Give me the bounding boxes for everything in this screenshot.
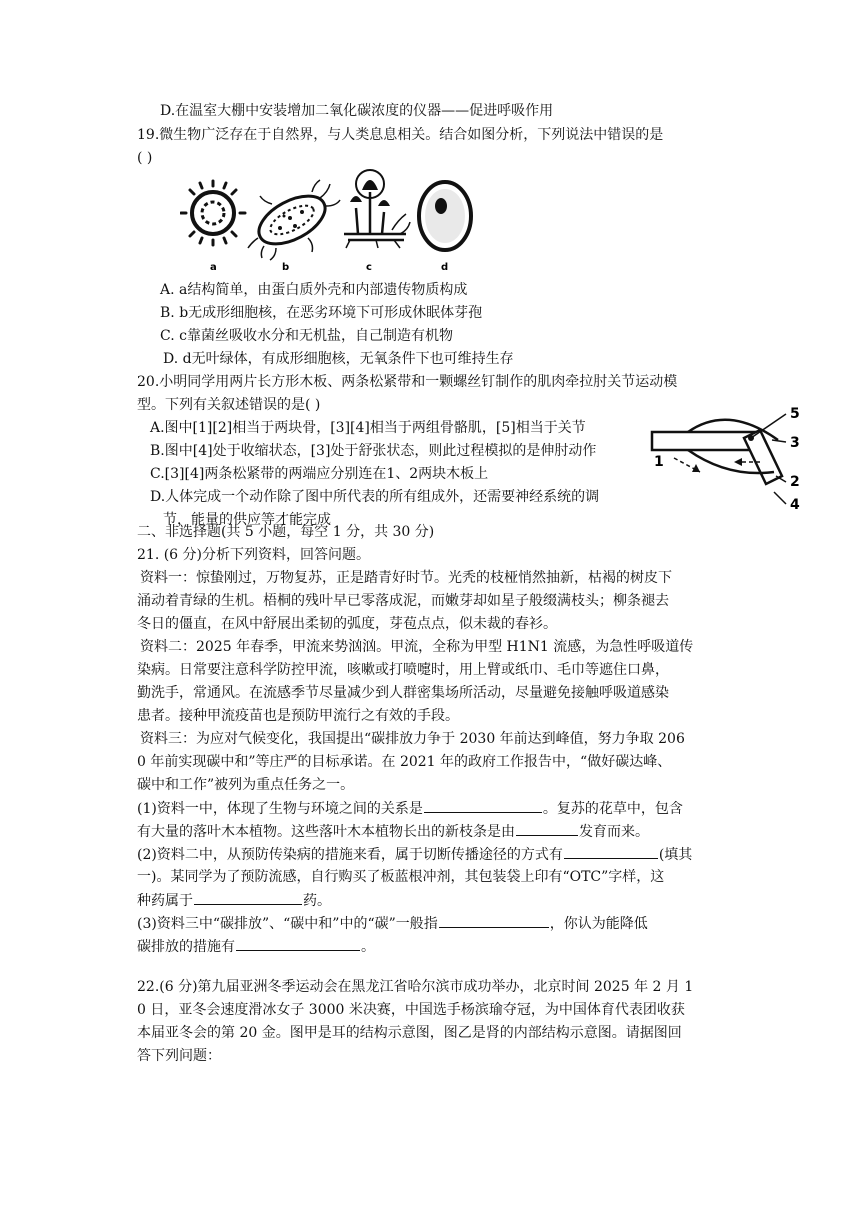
q21-material1-line3: 冬日的僵直，在风中舒展出柔韧的弧度，芽苞点点，似未裁的春衫。: [137, 616, 557, 632]
answer-blank-drug-type[interactable]: [194, 890, 302, 905]
q21-part1-text-d: 发育而来。: [579, 824, 649, 840]
q21-part1-text-a: (1)资料一中，体现了生物与环境之间的关系是: [137, 801, 423, 817]
fig-label-b: b: [282, 262, 290, 273]
q20-option-b: B.图中[4]处于收缩状态，[3]处于舒张状态，则此过程模拟的是伸肘动作: [150, 443, 597, 459]
q21-material1-line1: 资料一：惊蛰刚过，万物复苏，正是踏青好时节。光秃的枝桠悄然抽新，枯褐的树皮下: [140, 570, 672, 586]
q21-material2-line1: 资料二：2025 年春季，甲流来势汹汹。甲流，全称为甲型 H1N1 流感，为急性呼吸道传: [140, 639, 694, 655]
model-label-4: 4: [790, 497, 800, 512]
q22-line2: 0 日，亚冬会速度滑冰女子 3000 米决赛，中国选手杨滨瑜夺冠，为中国体育代表团收获: [137, 1002, 685, 1018]
q21-part2-line3: [137, 890, 331, 911]
q19-option-a: A. a结构简单，由蛋白质外壳和内部遗传物质构成: [160, 282, 468, 298]
q21-part3-text-a: (3)资料三中“碳排放”、“碳中和”中的“碳”一般指: [137, 916, 438, 932]
fig-label-a: a: [210, 262, 217, 273]
answer-blank-transmission[interactable]: [564, 844, 658, 859]
elbow-model-figure: [648, 400, 808, 512]
q21-material1-line2: 涌动着青绿的生机。梧桐的残叶早已零落成泥，而嫩芽却如星子般缀满枝头；柳条褪去: [137, 593, 669, 609]
q20-stem-line2: 型。下列有关叙述错误的是( ): [137, 397, 321, 413]
q21-part3-text-d: 。: [361, 939, 375, 955]
q19-option-d: D. d无叶绿体，有成形细胞核，无氧条件下也可维持生存: [163, 351, 514, 367]
model-label-3: 3: [790, 435, 800, 451]
q21-material2-line2: 染病。日常要注意科学防控甲流，咳嗽或打喷嚏时，用上臂或纸巾、毛巾等遮住口鼻，: [137, 662, 669, 678]
q21-material3-line3: 碳中和工作”被列为重点任务之一。: [137, 777, 355, 793]
q19-stem-line2: ( ): [137, 150, 153, 166]
q18-option-d: D.在温室大棚中安装增加二氧化碳浓度的仪器——促进呼吸作用: [160, 103, 554, 119]
q21-part3-text-c: 碳排放的措施有: [137, 939, 235, 955]
q21-material2-line4: 患者。接种甲流疫苗也是预防甲流行之有效的手段。: [137, 708, 459, 724]
q21-part1-text-c: 有大量的落叶木本植物。这些落叶木本植物长出的新枝条是由: [137, 824, 515, 840]
bacterium-b-drawing: [248, 180, 340, 260]
microorganism-figure: [180, 168, 480, 276]
model-label-1: 1: [654, 454, 664, 470]
q21-part2-text-d: 药。: [303, 893, 331, 909]
q21-material2-line3: 勤洗手，常通风。在流感季节尽量减少到人群密集场所活动，尽量避免接触呼吸道感染: [137, 685, 669, 701]
section-title: 二、非选择题(共 5 小题，每空 1 分，共 30 分): [137, 524, 435, 540]
model-label-5: 5: [790, 406, 800, 422]
q21-part3-text-b: ，你认为能降低: [549, 916, 648, 932]
fig-label-d: d: [441, 262, 449, 273]
answer-blank-carbon[interactable]: [439, 913, 549, 928]
q21-part3-line2: [137, 936, 375, 957]
q19-option-b: B. b无成形细胞核，在恶劣环境下可形成休眠体芽孢: [160, 305, 483, 321]
q19-option-c: C. c靠菌丝吸收水分和无机盐，自己制造有机物: [160, 328, 453, 344]
q21-material3-line2: 0 年前实现碳中和”等庄严的目标承诺。在 2021 年的政府工作报告中，“做好碳达峰、: [137, 754, 672, 770]
q21-part1-line1: [137, 798, 683, 819]
q21-part1-line2: [137, 821, 649, 842]
q20-stem-line1: 20.小明同学用两片长方形木板、两条松紧带和一颗螺丝钉制作的肌肉牵拉肘关节运动模: [137, 374, 678, 390]
q21-part2-line2: 一)。某同学为了预防流感，自行购买了板蓝根冲剂，其包装袋上印有“OTC”字样，这: [137, 869, 665, 885]
q20-option-d-line1: D.人体完成一个动作除了图中所代表的所有组成外，还需要神经系统的调: [150, 489, 600, 505]
virus-a-drawing: [181, 181, 245, 245]
q21-part2-text-b: (填其: [658, 847, 693, 863]
answer-blank-measures[interactable]: [236, 936, 360, 951]
q19-stem-line1: 19.微生物广泛存在于自然界，与人类息息相关。结合如图分析，下列说法中错误的是: [137, 127, 664, 143]
q21-part1-text-b: 。复苏的花草中，包含: [542, 801, 683, 817]
q20-option-a: A.图中[1][2]相当于两块骨，[3][4]相当于两组骨骼肌，[5]相当于关节: [150, 420, 586, 436]
fig-label-c: c: [366, 262, 372, 273]
q21-part2-text-c: 种药属于: [137, 893, 193, 909]
q22-line1: 22.(6 分)第九届亚洲冬季运动会在黑龙江省哈尔滨市成功举办，北京时间 2025 年 2 月 1: [137, 979, 694, 995]
q21-part3-line1: [137, 913, 648, 934]
q22-line4: 答下列问题：: [137, 1048, 221, 1064]
q22-line3: 本届亚冬会的第 20 金。图甲是耳的结构示意图，图乙是肾的内部结构示意图。请据图回: [137, 1025, 682, 1041]
answer-blank-relationship[interactable]: [424, 798, 542, 813]
q20-option-c: C.[3][4]两条松紧带的两端应分别连在1、2两块木板上: [150, 466, 489, 482]
q21-stem: 21. (6 分)分析下列资料，回答问题。: [137, 547, 370, 563]
yeast-d-drawing: [419, 182, 471, 250]
q20-option-d-line2: 节，能量的供应等才能完成: [163, 512, 331, 528]
q21-material3-line1: 资料三：为应对气候变化，我国提出“碳排放力争于 2030 年前达到峰值，努力争取 206: [140, 731, 685, 747]
mold-c-drawing: [344, 170, 410, 248]
q21-part2-text-a: (2)资料二中，从预防传染病的措施来看，属于切断传播途径的方式有: [137, 847, 563, 863]
model-label-2: 2: [790, 474, 800, 490]
q21-part2-line1: [137, 844, 692, 865]
board-1: [652, 432, 760, 450]
answer-blank-new-branch[interactable]: [516, 821, 578, 836]
